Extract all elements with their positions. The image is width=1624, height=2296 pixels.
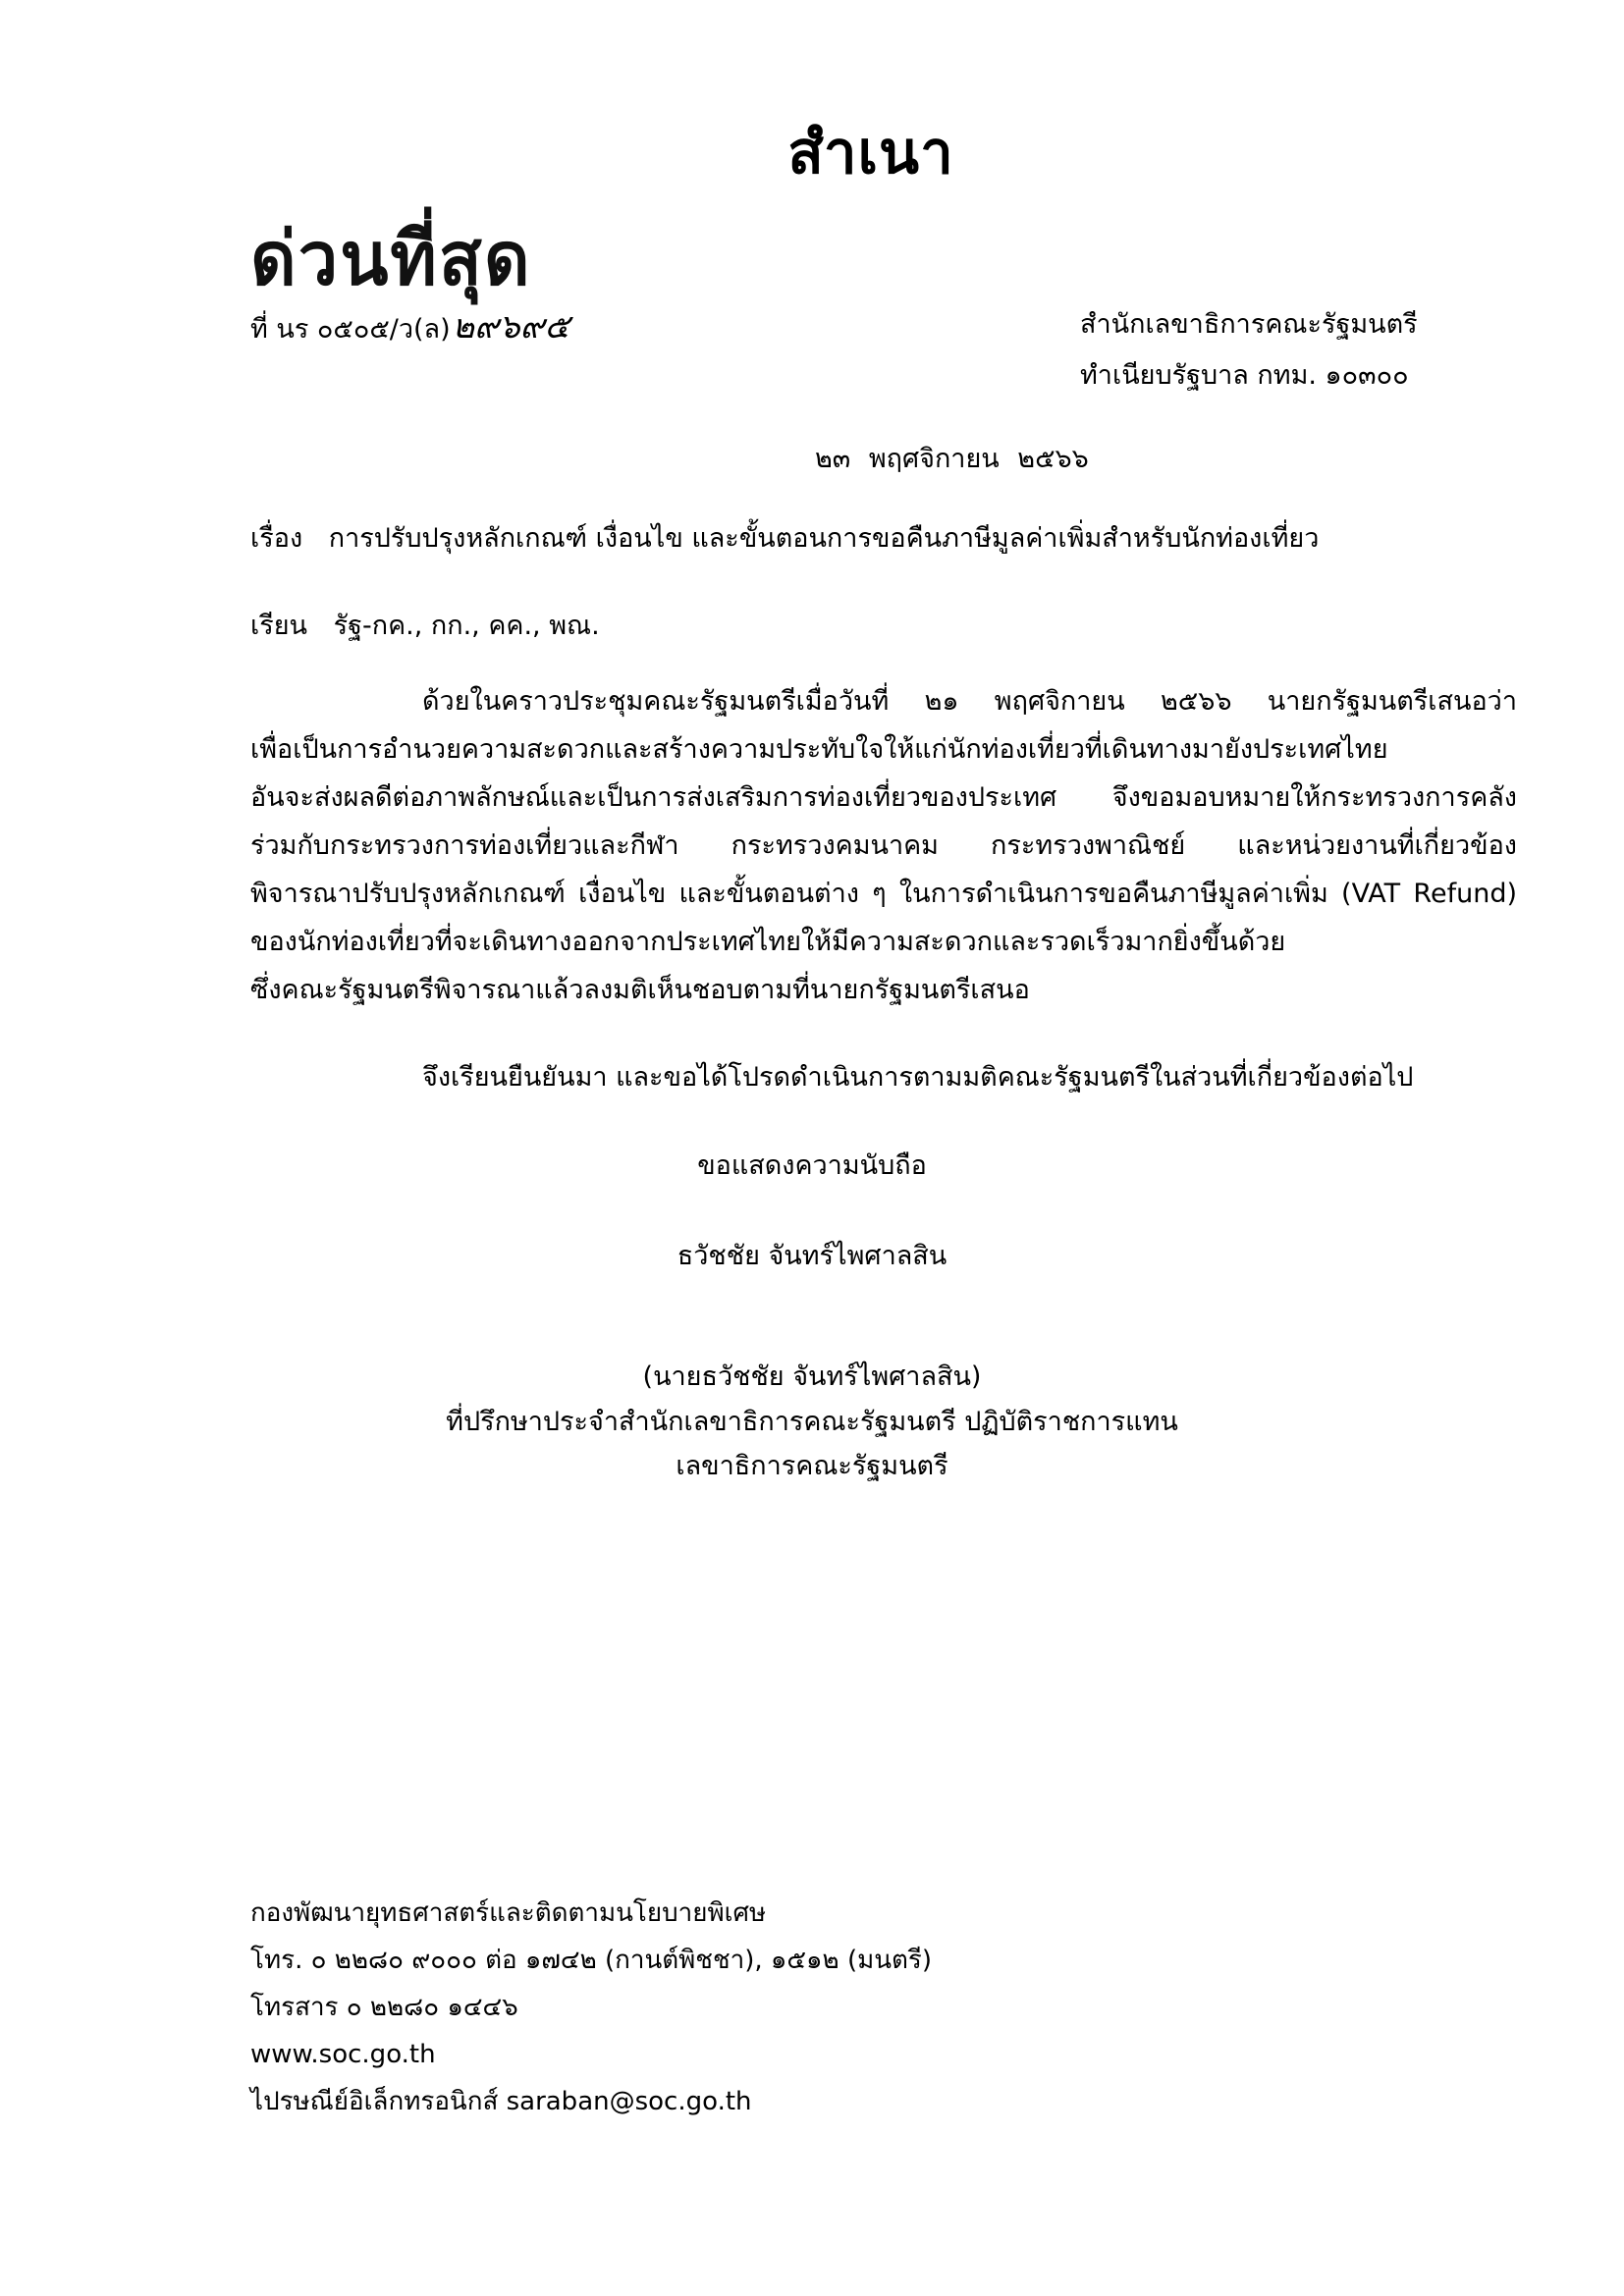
signer-title-line-2: เลขาธิการคณะรัฐมนตรี xyxy=(676,1451,948,1481)
regards: ขอแสดงความนับถือ xyxy=(697,1150,927,1181)
document-date: ๒๓ พฤศจิกายน ๒๕๖๖ xyxy=(815,444,1089,474)
recipient-text: รัฐ-กค., กก., คค., พณ. xyxy=(333,611,600,641)
recipient-line xyxy=(250,604,600,646)
subject-text: การปรับปรุงหลักเกณฑ์ เงื่อนไข และขั้นตอนการขอคืนภาษีมูลค่าเพิ่มสำหรับนักท่องเที่ยว xyxy=(328,523,1320,554)
footer-fax: โทรสาร ๐ ๒๒๘๐ ๑๔๔๖ xyxy=(250,1993,518,2022)
reference-prefix: ที่ นร ๐๕๐๕/ว(ล) xyxy=(250,314,451,345)
signer-full-name: (นายธวัชชัย จันทร์ไพศาลสิน) xyxy=(642,1362,982,1392)
body-line: เพื่อเป็นการอำนวยความสะดวกและสร้างความประทับใจให้แก่นักท่องเที่ยวที่เดินทางมายังประเทศไทย xyxy=(250,734,1388,765)
urgency-label: ด่วนที่สุด xyxy=(250,213,532,302)
signer-title-line-1: ที่ปรึกษาประจำสำนักเลขาธิการคณะรัฐมนตรี ปฏิบัติราชการแทน xyxy=(446,1407,1178,1437)
sender-organization xyxy=(1080,299,1418,401)
subject-label: เรื่อง xyxy=(250,523,303,554)
footer-phone: โทร. ๐ ๒๒๘๐ ๙๐๐๐ ต่อ ๑๗๔๒ (กานต์พิชชา), ๑๕๑๒ (มนตรี) xyxy=(250,1946,933,1975)
subject-line xyxy=(250,516,1319,559)
contact-footer xyxy=(250,1890,932,2125)
body-line: ด้วยในคราวประชุมคณะรัฐมนตรีเมื่อวันที่ ๒๑ พฤศจิกายน ๒๕๖๖ นายกรัฐมนตรีเสนอว่า xyxy=(422,686,1517,717)
organization-name: สำนักเลขาธิการคณะรัฐมนตรี xyxy=(1080,309,1418,340)
reference-number xyxy=(250,299,569,352)
recipient-label: เรียน xyxy=(250,611,308,641)
signature: ธวัชชัย จันทร์ไพศาลสิน xyxy=(677,1241,947,1271)
closing-paragraph: จึงเรียนยืนยันมา และขอได้โปรดดำเนินการตามมติคณะรัฐมนตรีในส่วนที่เกี่ยวข้องต่อไป xyxy=(422,1062,1414,1093)
reference-number-handwritten: ๒๙๖๙๕ xyxy=(452,307,570,347)
copy-stamp xyxy=(0,106,1624,199)
footer-division: กองพัฒนายุทธศาสตร์และติดตามนโยบายพิเศษ xyxy=(250,1898,767,1928)
body-line: พิจารณาปรับปรุงหลักเกณฑ์ เงื่อนไข และขั้นตอนต่าง ๆ ในการดำเนินการขอคืนภาษีมูลค่าเพิ่ม (VAT Refund) xyxy=(250,879,1517,909)
organization-address: ทำเนียบรัฐบาล กทม. ๑๐๓๐๐ xyxy=(1080,360,1409,391)
body-line: ของนักท่องเที่ยวที่จะเดินทางออกจากประเทศไทยให้มีความสะดวกและรวดเร็วมากยิ่งขึ้นด้วย xyxy=(250,927,1286,957)
body-line: ร่วมกับกระทรวงการท่องเที่ยวและกีฬา กระทรวงคมนาคม กระทรวงพาณิชย์ และหน่วยงานที่เกี่ยวข้อง xyxy=(250,830,1517,861)
footer-website-link[interactable]: www.soc.go.th xyxy=(250,2040,436,2069)
copy-stamp-text: สำเนา xyxy=(787,119,954,187)
body-line: อันจะส่งผลดีต่อภาพลักษณ์และเป็นการส่งเสริมการท่องเที่ยวของประเทศ จึงขอมอบหมายให้กระทรวงการคลัง xyxy=(250,782,1517,813)
body-paragraph xyxy=(250,677,1517,1014)
body-line: ซึ่งคณะรัฐมนตรีพิจารณาแล้วลงมติเห็นชอบตามที่นายกรัฐมนตรีเสนอ xyxy=(250,975,1030,1005)
footer-email[interactable]: ไปรษณีย์อิเล็กทรอนิกส์ saraban@soc.go.th xyxy=(250,2087,752,2116)
